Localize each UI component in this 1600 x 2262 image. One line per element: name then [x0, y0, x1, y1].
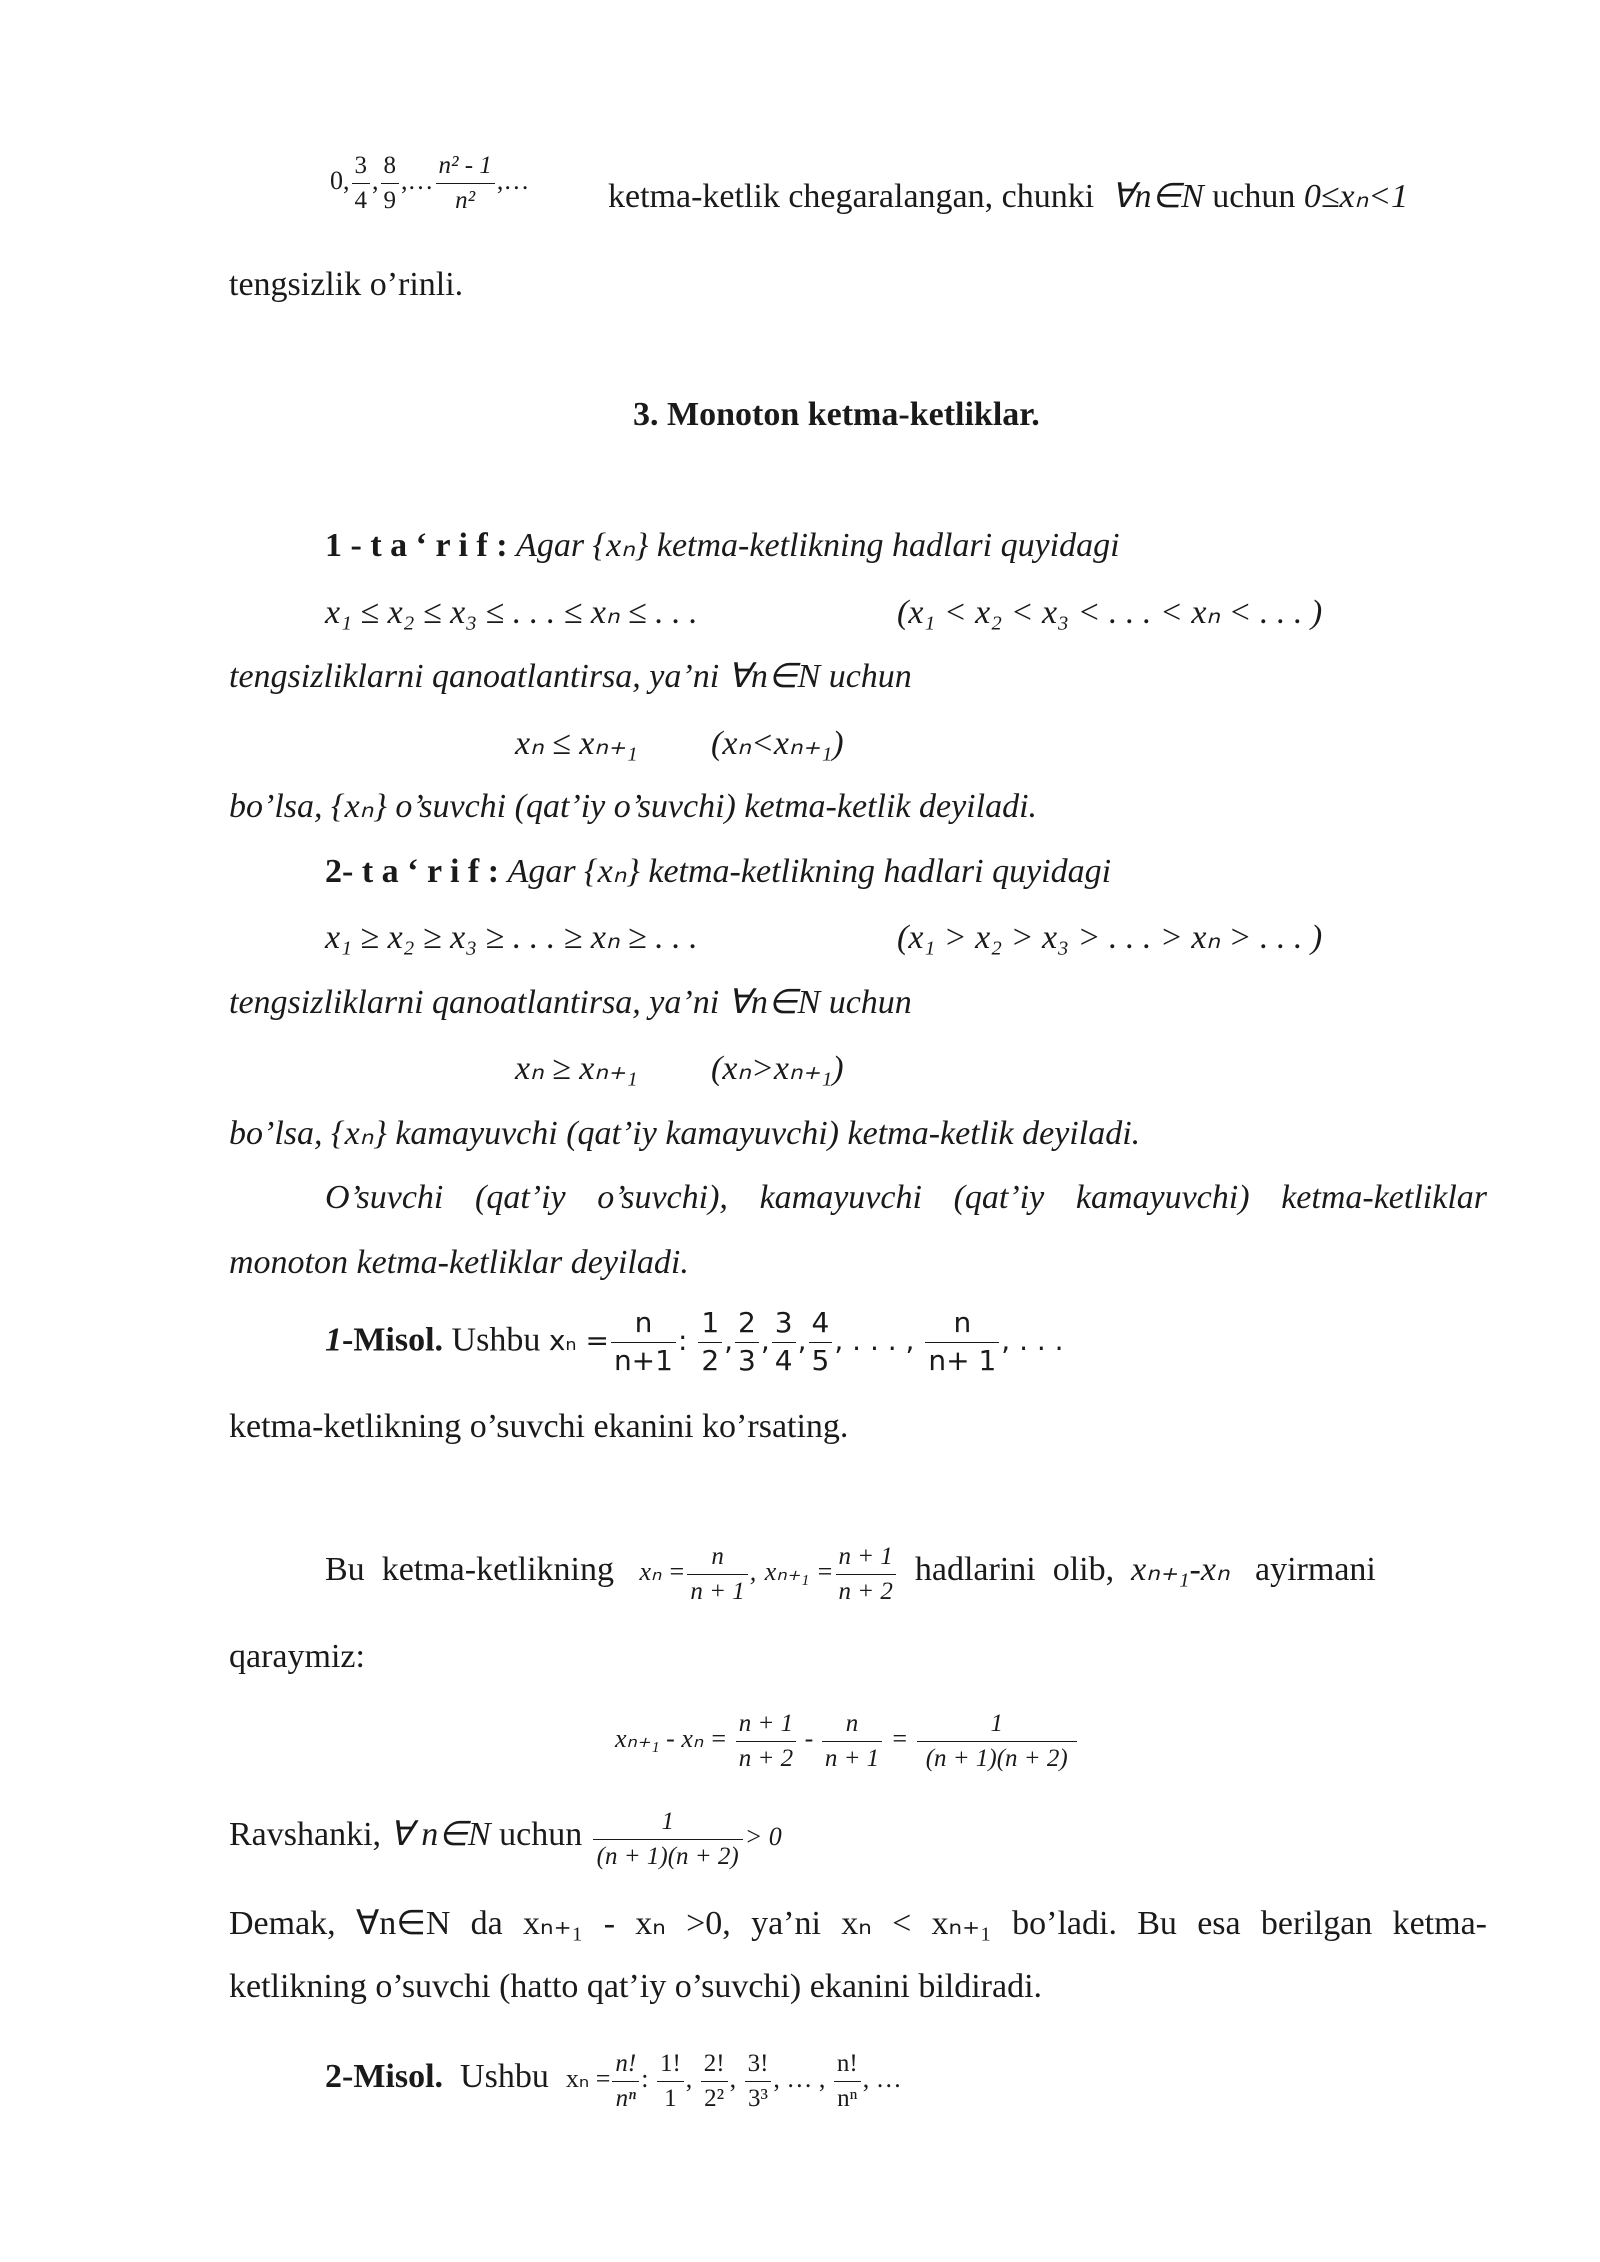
term-fraction [809, 1308, 833, 1377]
term-fraction-general [925, 1308, 999, 1377]
numerator: n! [834, 2050, 861, 2082]
xn-symbol: xₙ = [639, 1556, 686, 1586]
fraction [687, 1543, 747, 1605]
numerator: n [611, 1308, 676, 1343]
fraction [593, 1808, 743, 1870]
definition-label: 2- t a ‘ r i f : [325, 853, 500, 890]
demak-line-1: Demak, ∀n∈N da xₙ₊₁ - xₙ >0, ya’ni xₙ < xₙ₊₁ bo’ladi. Bu esa berilgan ketma- [229, 1905, 1487, 1942]
numerator: 2 [735, 1308, 759, 1343]
colon: : [677, 1324, 688, 1358]
example-label: 2-Misol. [325, 2057, 444, 2095]
condition: ∀ n∈N [389, 1815, 491, 1853]
text: ketma-ketlik chegaralangan, chunki [608, 178, 1095, 215]
example-1-formula: xₙ = $\frac{n}{n+1}$ : $\frac{1}{2}$ , $\frac{2}{3}$ , $\frac{3}{4}$ , $\frac{4}{5}$ , . . . , $\frac{n}{n+ 1}$ , . . . [548, 1306, 1064, 1377]
definition-2-intro [325, 855, 1111, 889]
solution-line-2: qaraymiz: [229, 1638, 365, 1675]
denominator: nⁿ [615, 2084, 636, 2112]
denominator: 9 [383, 186, 396, 214]
fraction [822, 1710, 882, 1772]
colon: : [641, 2063, 649, 2093]
xn1-symbol: xₙ₊₁ = [764, 1556, 834, 1586]
numerator: 1 [593, 1808, 743, 1840]
fraction [736, 1710, 796, 1772]
fraction-n-over-n1 [611, 1308, 676, 1377]
definition-1-conclusion: bo’lsa, {xₙ} o’suvchi (qat’iy o’suvchi) ketma-ketlik deyiladi. [229, 788, 1038, 825]
definition-2-chain: x₁ ≥ x₂ ≥ x₃ ≥ . . . ≥ xₙ ≥ . . . [325, 919, 698, 956]
numerator: 1 [698, 1308, 722, 1343]
definition-1-relation-strict: (xₙ<xₙ₊₁) [711, 725, 844, 762]
numerator: n [822, 1710, 882, 1742]
denominator: n² [455, 186, 476, 214]
numerator: 1 [917, 1710, 1077, 1742]
denominator: n+1 [613, 1343, 673, 1377]
denominator: nⁿ [837, 2084, 858, 2112]
definition-1-relation: xₙ ≤ xₙ₊₁ [515, 725, 638, 762]
definition-text: Agar {xₙ} ketma-ketlikning hadlari quyidagi [516, 527, 1120, 564]
inequality: 0≤xₙ<1 [1303, 178, 1409, 215]
term-fraction [772, 1308, 796, 1377]
condition: ∀n∈N [1111, 178, 1204, 215]
solution-line-1 [325, 1543, 1487, 1605]
numerator: 3 [352, 152, 371, 184]
definition-text: Agar {xₙ} ketma-ketlikning hadlari quyidagi [507, 853, 1112, 890]
ravshanki-line [229, 1808, 782, 1870]
denominator: 3 [738, 1343, 756, 1377]
fraction [917, 1710, 1077, 1772]
word: hadlarini [914, 1550, 1036, 1588]
separator: ,… [496, 165, 530, 195]
numerator: 3 [772, 1308, 796, 1343]
seq-start: 0, [330, 165, 350, 195]
monoton-line-1: O’suvchi (qat’iy o’suvchi), kamayuvchi (qat’iy kamayuvchi) ketma-ketliklar [325, 1179, 1487, 1216]
term-fraction [701, 2050, 728, 2112]
definition-2-relation-strict: (xₙ>xₙ₊₁) [711, 1050, 844, 1087]
numerator: n [925, 1308, 999, 1343]
fraction-8-9 [381, 152, 400, 214]
denominator: n+ 1 [928, 1343, 997, 1377]
denominator: n + 1 [690, 1577, 745, 1605]
denominator: 5 [811, 1343, 830, 1377]
numerator: n! [612, 2050, 639, 2082]
numerator: n² - 1 [436, 152, 495, 184]
definition-1-chain: x₁ ≤ x₂ ≤ x₃ ≤ . . . ≤ xₙ ≤ . . . [325, 594, 698, 631]
example-label: -Misol. [342, 1321, 444, 1359]
fraction [836, 1543, 896, 1605]
term-fraction [745, 2050, 772, 2112]
numerator: 4 [809, 1308, 833, 1343]
definition-1-condition: tengsizliklarni qanoatlantirsa, ya’ni ∀n∈N uchun [229, 658, 912, 695]
positive-fraction [591, 1808, 782, 1870]
line1-text [608, 180, 1408, 214]
word: ayirmani [1255, 1550, 1376, 1588]
numerator: n + 1 [736, 1710, 796, 1742]
separator: , [372, 165, 379, 195]
numerator: 2! [701, 2050, 728, 2082]
numerator: 1! [657, 2050, 684, 2082]
word: ketma-ketlikning [381, 1550, 614, 1588]
xn-formula: xₙ = $\frac{n}{n + 1}$ , [639, 1543, 757, 1605]
lhs: xₙ₊₁ - xₙ = [615, 1723, 728, 1753]
fraction-general-term [436, 152, 495, 214]
definition-label: 1 - t a ‘ r i f : [325, 527, 508, 564]
definition-2-chain-strict: (x₁ > x₂ > x₃ > . . . > xₙ > . . . ) [897, 919, 1323, 956]
xn-symbol: xₙ = [548, 1324, 609, 1358]
denominator: n + 2 [838, 1577, 893, 1605]
denominator: n + 1 [824, 1744, 880, 1772]
denominator: 3³ [748, 2084, 768, 2112]
greater-than-zero: > 0 [744, 1821, 782, 1851]
word: uchun [499, 1815, 583, 1853]
demak-line-2: ketlikning o’suvchi (hatto qat’iy o’suvchi) ekanini bildiradi. [229, 1968, 1043, 2005]
denominator: n + 2 [738, 1744, 794, 1772]
word: Ravshanki, [229, 1815, 382, 1853]
definition-2-condition: tengsizliklarni qanoatlantirsa, ya’ni ∀n∈N uchun [229, 984, 912, 1021]
denominator: 2² [704, 2084, 725, 2112]
difference-equation [615, 1710, 1079, 1772]
word: olib, [1052, 1550, 1115, 1588]
numerator: n + 1 [836, 1543, 896, 1575]
denominator: 4 [354, 186, 367, 214]
ellipsis: , . . . [1001, 1324, 1064, 1358]
example-number: 1 [325, 1321, 342, 1359]
monoton-line-2: monoton ketma-ketliklar deyiladi. [229, 1244, 689, 1281]
definition-1-intro [325, 529, 1120, 563]
example-1 [325, 1308, 1064, 1377]
example-2 [325, 2050, 902, 2112]
numerator: n [687, 1543, 747, 1575]
definition-1-chain-strict: (x₁ < x₂ < x₃ < . . . < xₙ < . . . ) [897, 594, 1323, 631]
fraction [612, 2050, 639, 2112]
ushbu-word: Ushbu [451, 1321, 541, 1359]
fraction-3-4 [352, 152, 371, 214]
term-fraction [735, 1308, 759, 1377]
term-fraction-general [834, 2050, 861, 2112]
ellipsis: , … [862, 2063, 902, 2093]
numerator: 3! [745, 2050, 772, 2082]
denominator: 2 [701, 1343, 720, 1377]
difference-expr: xₙ₊₁-xₙ [1131, 1550, 1230, 1588]
ushbu-word: Ushbu [460, 2057, 549, 2095]
separator: ,… [401, 165, 434, 195]
sequence-formula [330, 152, 529, 214]
xn1-formula [764, 1543, 898, 1605]
numerator: 8 [381, 152, 400, 184]
uchun-word: uchun [1212, 178, 1296, 215]
minus-sign: - [804, 1723, 814, 1753]
word: Bu [325, 1550, 365, 1588]
definition-2-conclusion: bo’lsa, {xₙ} kamayuvchi (qat’iy kamayuvchi) ketma-ketlik deyiladi. [229, 1115, 1141, 1152]
example-1-task: ketma-ketlikning o’suvchi ekanini ko’rsating. [229, 1408, 849, 1445]
term-fraction [698, 1308, 722, 1377]
ellipsis: , . . . , [834, 1324, 915, 1358]
ellipsis: , … , [773, 2063, 826, 2093]
xn-symbol: xₙ = [565, 2063, 611, 2093]
example-2-formula: xₙ = $\frac{n!}{\text{nⁿ}}$ : $\frac{1!}{1}$ , $\frac{2!}{\text{2²}}$ , $\frac{3!}{\text{3³}}$ , … , $\frac{n!}{\text{nⁿ}}$ , … [565, 2050, 902, 2112]
denominator: 1 [664, 2084, 677, 2112]
equals-sign: = [890, 1723, 909, 1753]
denominator: (n + 1)(n + 2) [596, 1842, 739, 1870]
term-fraction [657, 2050, 684, 2112]
denominator: 4 [774, 1343, 793, 1377]
definition-2-relation: xₙ ≥ xₙ₊₁ [515, 1050, 638, 1087]
denominator: (n + 1)(n + 2) [925, 1744, 1068, 1772]
section-heading: 3. Monoton ketma-ketliklar. [633, 396, 1040, 433]
paragraph-line: tengsizlik o’rinli. [229, 266, 464, 303]
